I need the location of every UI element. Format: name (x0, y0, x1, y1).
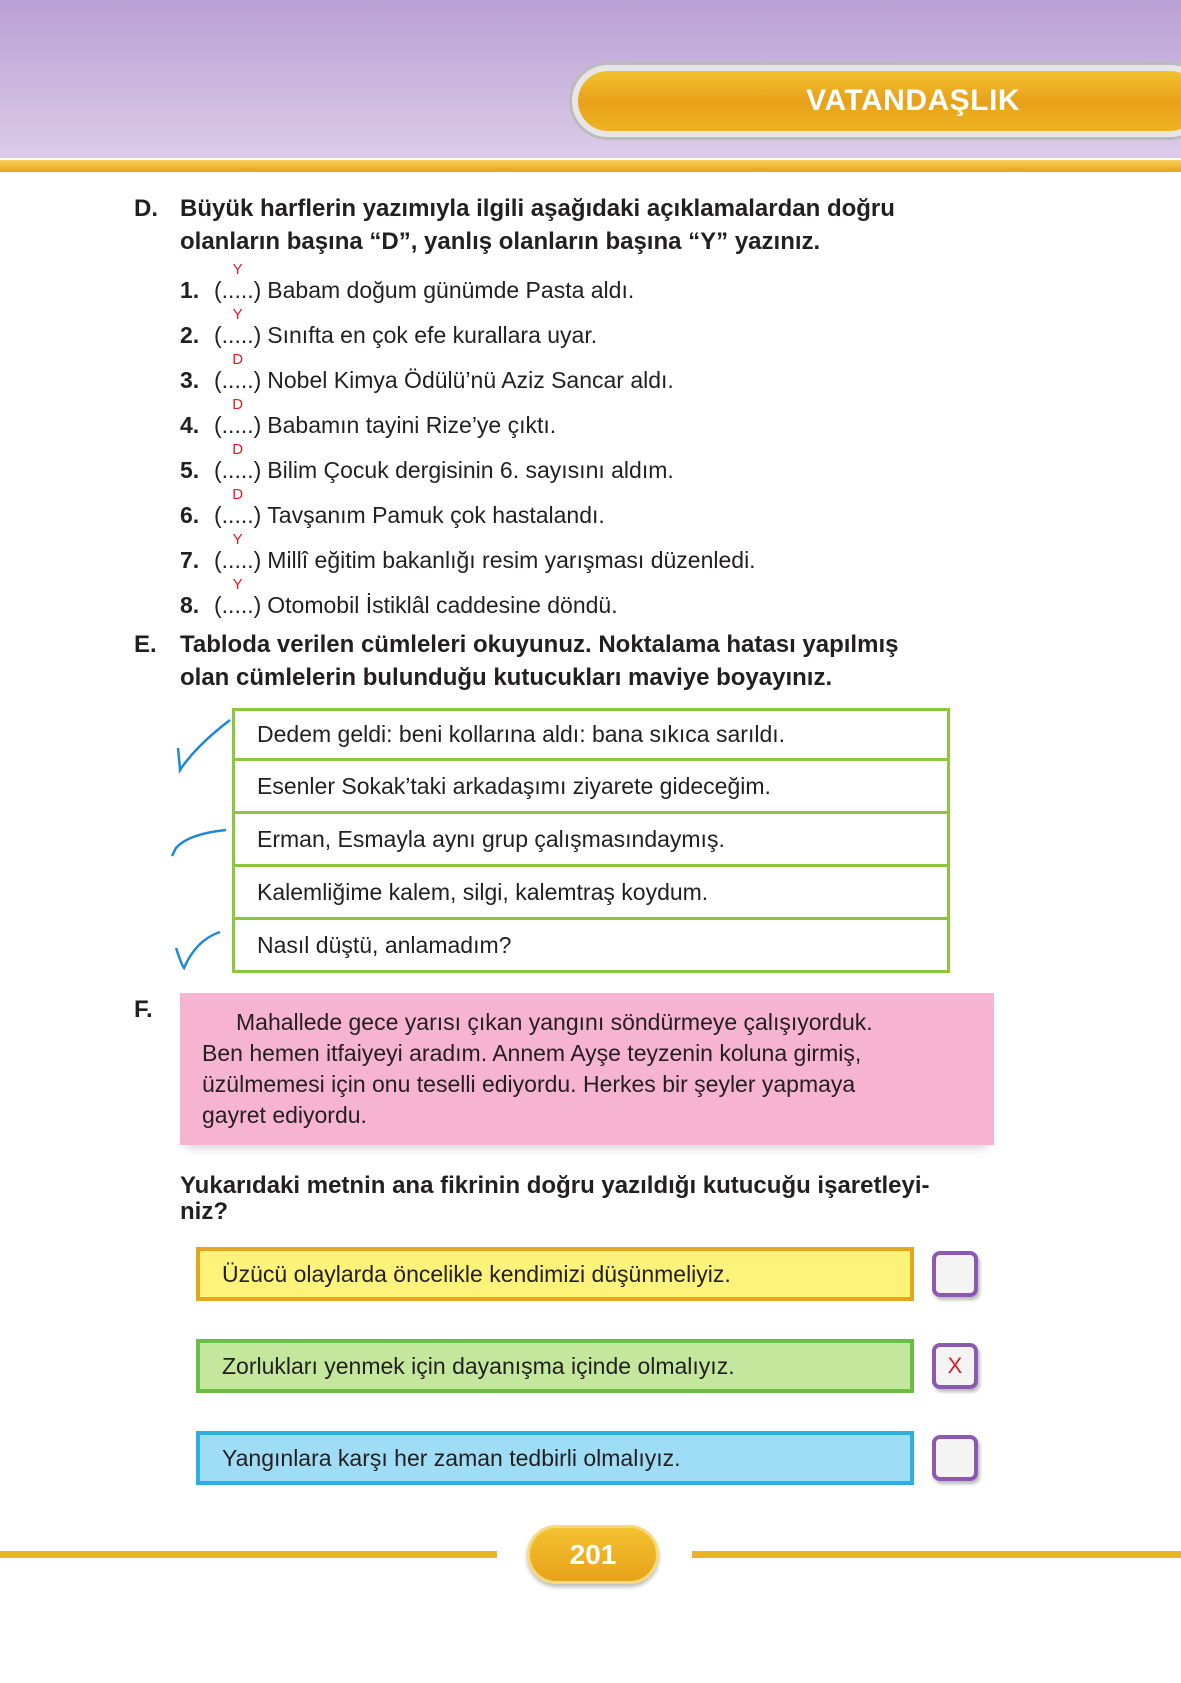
table-row[interactable] (232, 708, 950, 761)
section-d-letter: D. (134, 195, 158, 222)
blank-dots: (.....) (214, 502, 262, 528)
statement-item (180, 573, 1074, 618)
answer-blank[interactable] (214, 487, 261, 528)
handwritten-answer: Y (232, 531, 243, 548)
sentence-table (232, 708, 950, 973)
sentence-text: Nasıl düştü, anlamadım? (257, 931, 512, 958)
passage-line: Mahallede gece yarısı çıkan yangını söndürmeye çalışıyorduk. (236, 1009, 873, 1035)
passage-line: Ben hemen itfaiyeyi aradım. Annem Ayşe teyzenin koluna girmiş, (202, 1040, 862, 1066)
answer-blank[interactable] (214, 397, 261, 438)
table-row[interactable] (232, 920, 950, 973)
handwritten-answer: Y (232, 261, 243, 278)
passage-line: gayret ediyordu. (202, 1102, 367, 1128)
statement-item (180, 348, 1074, 393)
blank-dots: (.....) (214, 367, 262, 393)
answer-blank[interactable] (214, 442, 261, 483)
handwritten-answer: Y (232, 306, 243, 323)
item-number: 6. (180, 502, 200, 528)
handwritten-checkmarks (168, 708, 234, 978)
statement-item (180, 438, 1074, 483)
section-d-instruction-1: Büyük harflerin yazımıyla ilgili aşağıdaki açıklamalardan doğru (180, 195, 895, 222)
statement-item (180, 528, 1074, 573)
handwritten-answer: D (232, 486, 244, 503)
answer-option (196, 1339, 914, 1393)
item-number: 5. (180, 457, 200, 483)
page-content (134, 0, 1074, 1485)
option-text: Zorlukları yenmek için dayanışma içinde olmalıyız. (222, 1352, 735, 1379)
statement-text: Tavşanım Pamuk çok hastalandı. (267, 502, 605, 528)
sentence-table-wrap (232, 708, 950, 973)
section-e-heading (134, 628, 1074, 694)
answer-blank[interactable] (214, 532, 261, 573)
blank-dots: (.....) (214, 277, 262, 303)
section-f (134, 993, 1074, 1145)
statement-item (180, 393, 1074, 438)
section-e-instruction-2: olan cümlelerin bulunduğu kutucukları maviye boyayınız. (180, 664, 833, 691)
blank-dots: (.....) (214, 592, 262, 618)
statement-item (180, 483, 1074, 528)
item-number: 3. (180, 367, 200, 393)
table-row[interactable] (232, 867, 950, 920)
item-number: 7. (180, 547, 200, 573)
table-row[interactable] (232, 814, 950, 867)
section-d-heading (134, 192, 1074, 258)
question-line-2: niz? (180, 1198, 228, 1225)
statement-text: Bilim Çocuk dergisinin 6. sayısını aldım. (267, 457, 674, 483)
statement-item (180, 303, 1074, 348)
option-checkbox[interactable] (932, 1251, 978, 1297)
checkmark-icon (176, 932, 220, 968)
item-number: 8. (180, 592, 200, 618)
section-e-letter: E. (134, 631, 157, 658)
question (180, 1173, 1070, 1225)
item-number: 1. (180, 277, 200, 303)
section-e-instruction-1: Tabloda verilen cümleleri okuyunuz. Noktalama hatası yapılmış (180, 631, 899, 658)
statement-item (180, 258, 1074, 303)
answer-options (134, 1247, 1074, 1485)
section-f-letter: F. (134, 996, 153, 1023)
passage-box (180, 993, 994, 1145)
answer-blank[interactable] (214, 307, 261, 348)
option-text: Yangınlara karşı her zaman tedbirli olmalıyız. (222, 1444, 681, 1471)
answer-option-row (196, 1431, 1074, 1485)
answer-option-row (196, 1247, 1074, 1301)
sentence-text: Esenler Sokak’taki arkadaşımı ziyarete gideceğim. (257, 772, 771, 799)
handwritten-answer: D (232, 441, 244, 458)
item-number: 4. (180, 412, 200, 438)
handwritten-answer: D (232, 351, 244, 368)
answer-blank[interactable] (214, 352, 261, 393)
statement-text: Millî eğitim bakanlığı resim yarışması düzenledi. (267, 547, 756, 573)
answer-option-row (196, 1339, 1074, 1393)
footer-line-right (692, 1551, 1181, 1558)
blank-dots: (.....) (214, 547, 262, 573)
option-checkbox[interactable] (932, 1343, 978, 1389)
statement-text: Nobel Kimya Ödülü’nü Aziz Sancar aldı. (267, 367, 674, 393)
option-checkbox[interactable] (932, 1435, 978, 1481)
answer-option (196, 1247, 914, 1301)
passage-line: üzülmemesi için onu teselli ediyordu. Herkes bir şeyler yapmaya (202, 1071, 856, 1097)
blank-dots: (.....) (214, 322, 262, 348)
statement-text: Sınıfta en çok efe kurallara uyar. (267, 322, 598, 348)
blank-dots: (.....) (214, 412, 262, 438)
blank-dots: (.....) (214, 457, 262, 483)
handwritten-answer: Y (232, 576, 243, 593)
checkbox-mark: X (947, 1353, 963, 1378)
answer-blank[interactable] (214, 262, 261, 303)
sentence-text: Dedem geldi: beni kollarına aldı: bana sıkıca sarıldı. (257, 721, 786, 747)
table-row[interactable] (232, 761, 950, 814)
handwritten-answer: D (232, 396, 244, 413)
question-line-1: Yukarıdaki metnin ana fikrinin doğru yazıldığı kutucuğu işaretleyi- (180, 1172, 930, 1199)
sentence-text: Erman, Esmayla aynı grup çalışmasındaymış. (257, 825, 725, 852)
section-d-instruction-2: olanların başına “D”, yanlış olanların başına “Y” yazınız. (180, 228, 821, 255)
option-text: Üzücü olaylarda öncelikle kendimizi düşünmeliyiz. (222, 1260, 731, 1287)
statement-text: Babamın tayini Rize’ye çıktı. (267, 412, 557, 438)
footer-line-left (0, 1551, 497, 1558)
checkmark-icon (172, 830, 226, 856)
answer-blank[interactable] (214, 577, 261, 618)
checkmark-icon (178, 720, 230, 770)
page-footer (0, 1525, 1181, 1585)
item-number: 2. (180, 322, 200, 348)
statement-text: Babam doğum günümde Pasta aldı. (267, 277, 635, 303)
statement-list (134, 258, 1074, 618)
unit-title: VATANDAŞLIK (578, 71, 1181, 131)
page-number: 201 (527, 1525, 659, 1584)
statement-text: Otomobil İstiklâl caddesine döndü. (267, 592, 618, 618)
answer-option (196, 1431, 914, 1485)
sentence-text: Kalemliğime kalem, silgi, kalemtraş koydum. (257, 878, 709, 905)
